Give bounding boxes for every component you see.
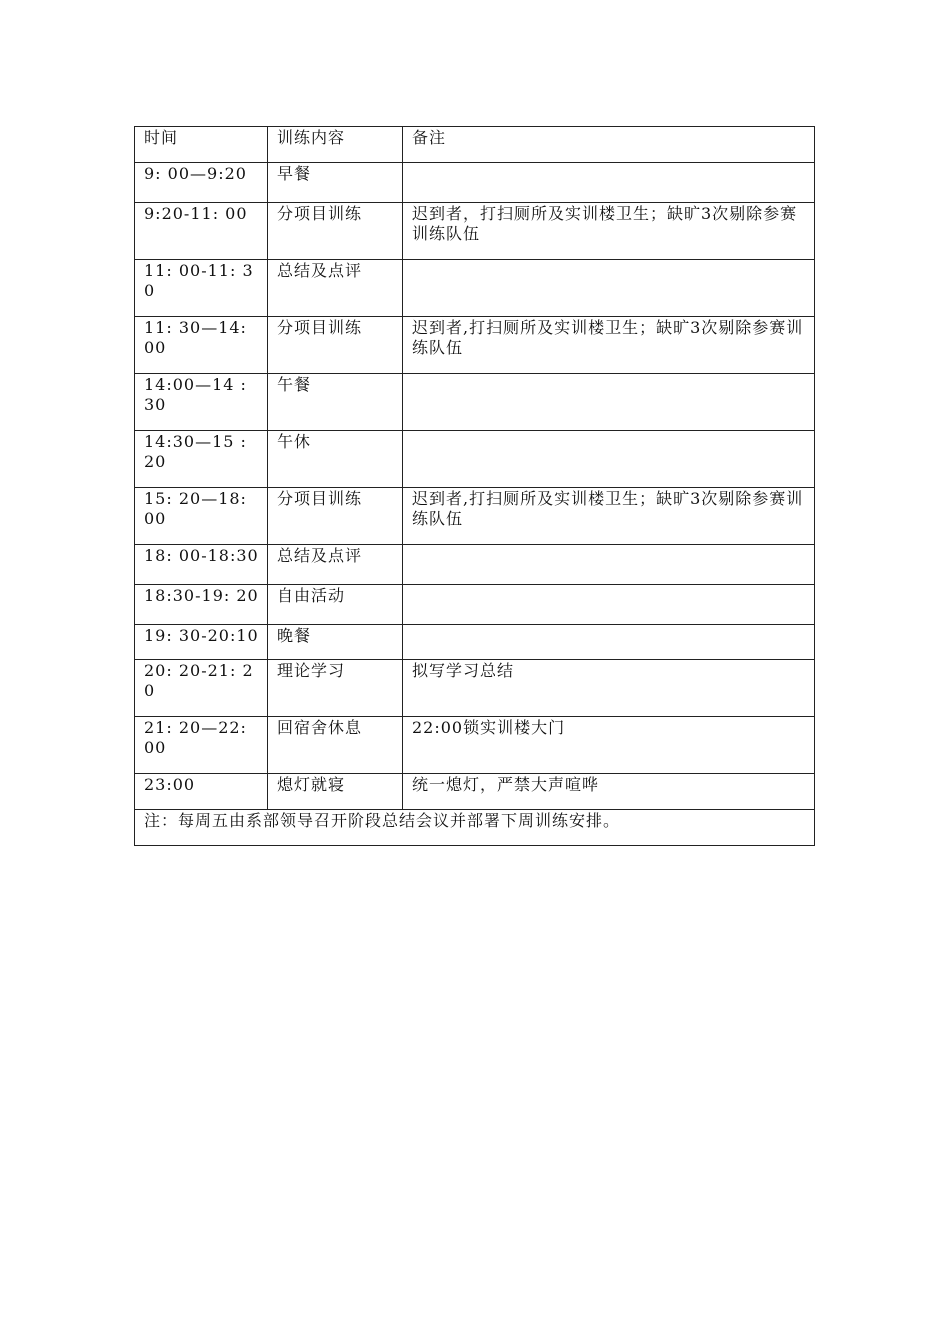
row-remarks: 拟写学习总结 xyxy=(403,660,815,717)
row-content: 总结及点评 xyxy=(268,545,403,585)
table-row xyxy=(135,585,815,625)
table-row xyxy=(135,488,815,545)
table-row xyxy=(135,163,815,203)
row-remarks xyxy=(403,374,815,431)
row-content: 回宿舍休息 xyxy=(268,717,403,774)
row-remarks xyxy=(403,260,815,317)
row-content: 自由活动 xyxy=(268,585,403,625)
row-remarks: 22:00锁实训楼大门 xyxy=(403,717,815,774)
row-time: 9:20-11: 00 xyxy=(135,203,268,260)
row-content: 午休 xyxy=(268,431,403,488)
row-content: 晚餐 xyxy=(268,625,403,660)
table-row xyxy=(135,625,815,660)
footer-note: 注：每周五由系部领导召开阶段总结会议并部署下周训练安排。 xyxy=(135,810,815,846)
table-row xyxy=(135,374,815,431)
header-content: 训练内容 xyxy=(268,127,403,163)
row-time: 11: 00-11: 30 xyxy=(135,260,268,317)
row-content: 理论学习 xyxy=(268,660,403,717)
table-header-row xyxy=(135,127,815,163)
footer-note-row xyxy=(135,810,815,846)
header-remarks: 备注 xyxy=(403,127,815,163)
table-row xyxy=(135,545,815,585)
table-row xyxy=(135,317,815,374)
row-time: 14:30—15 : 20 xyxy=(135,431,268,488)
row-remarks: 统一熄灯，严禁大声喧哗 xyxy=(403,774,815,810)
row-content: 总结及点评 xyxy=(268,260,403,317)
row-remarks: 迟到者,打扫厕所及实训楼卫生；缺旷3次剔除参赛训练队伍 xyxy=(403,317,815,374)
row-time: 18:30-19: 20 xyxy=(135,585,268,625)
row-time: 21: 20—22: 00 xyxy=(135,717,268,774)
row-time: 20: 20-21: 20 xyxy=(135,660,268,717)
header-time: 时间 xyxy=(135,127,268,163)
table-row xyxy=(135,260,815,317)
row-time: 15: 20—18: 00 xyxy=(135,488,268,545)
row-time: 18: 00-18:30 xyxy=(135,545,268,585)
row-time: 14:00—14 : 30 xyxy=(135,374,268,431)
row-content: 分项目训练 xyxy=(268,203,403,260)
row-time: 11: 30—14: 00 xyxy=(135,317,268,374)
row-content: 分项目训练 xyxy=(268,317,403,374)
row-remarks xyxy=(403,625,815,660)
table-row xyxy=(135,774,815,810)
training-schedule-table xyxy=(134,126,815,846)
row-content: 早餐 xyxy=(268,163,403,203)
row-remarks xyxy=(403,163,815,203)
table-row xyxy=(135,660,815,717)
row-content: 熄灯就寝 xyxy=(268,774,403,810)
row-remarks xyxy=(403,585,815,625)
table-row xyxy=(135,431,815,488)
row-content: 午餐 xyxy=(268,374,403,431)
row-time: 19: 30-20:10 xyxy=(135,625,268,660)
row-remarks xyxy=(403,431,815,488)
table-row xyxy=(135,203,815,260)
row-remarks: 迟到者，打扫厕所及实训楼卫生；缺旷3次剔除参赛训练队伍 xyxy=(403,203,815,260)
table-row xyxy=(135,717,815,774)
row-remarks xyxy=(403,545,815,585)
row-time: 23:00 xyxy=(135,774,268,810)
row-content: 分项目训练 xyxy=(268,488,403,545)
row-time: 9: 00—9:20 xyxy=(135,163,268,203)
row-remarks: 迟到者,打扫厕所及实训楼卫生；缺旷3次剔除参赛训练队伍 xyxy=(403,488,815,545)
